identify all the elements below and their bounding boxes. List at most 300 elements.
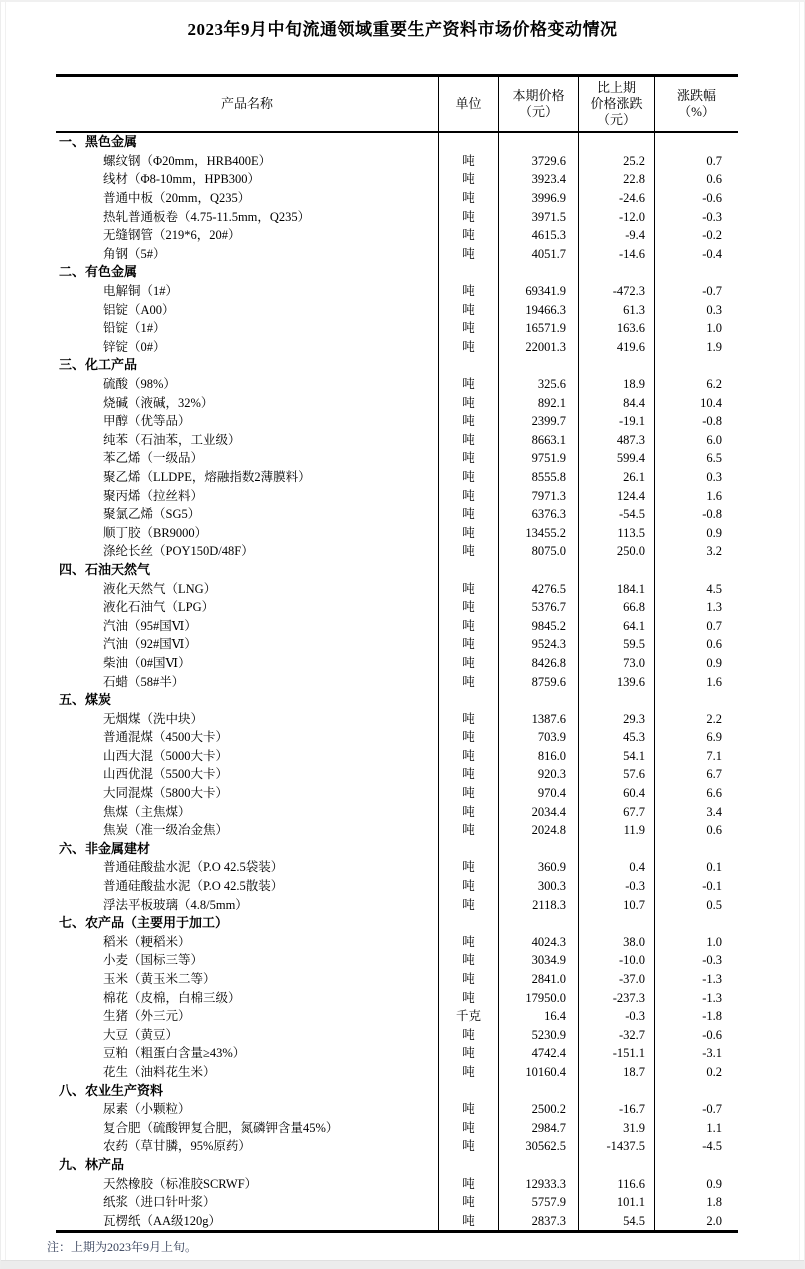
product-name-cell: 铝锭（A00） <box>103 302 175 317</box>
product-name-cell: 花生（油料花生米） <box>103 1064 216 1079</box>
unit-cell <box>438 1081 498 1100</box>
change-percent-cell: 7.1 <box>654 747 738 766</box>
change-percent-cell <box>654 561 738 580</box>
table-row <box>56 207 738 226</box>
change-percent-cell: 0.7 <box>654 616 738 635</box>
unit-cell: 吨 <box>438 1100 498 1119</box>
price-change-cell: -32.7 <box>578 1026 654 1045</box>
header-unit <box>438 77 498 131</box>
header-pct-line2: （%） <box>678 104 715 119</box>
current-price-cell <box>498 133 578 152</box>
change-percent-cell: 1.0 <box>654 933 738 952</box>
unit-cell: 吨 <box>438 523 498 542</box>
table-row <box>56 747 738 766</box>
current-price-cell: 4051.7 <box>498 245 578 264</box>
page-right-edge <box>799 2 800 1261</box>
unit-cell: 吨 <box>438 207 498 226</box>
unit-cell: 吨 <box>438 1137 498 1156</box>
current-price-cell: 8555.8 <box>498 468 578 487</box>
unit-cell <box>438 840 498 859</box>
current-price-cell: 3996.9 <box>498 189 578 208</box>
header-unit-label: 单位 <box>455 96 482 111</box>
unit-cell: 吨 <box>438 300 498 319</box>
table-row <box>56 672 738 691</box>
change-percent-cell: 1.1 <box>654 1118 738 1137</box>
header-price-change <box>578 77 654 131</box>
unit-cell: 吨 <box>438 226 498 245</box>
header-change-line1: 比上期 <box>596 80 636 95</box>
current-price-cell: 2984.7 <box>498 1118 578 1137</box>
product-name-cell: 纸浆（进口针叶浆） <box>103 1195 216 1210</box>
unit-cell: 吨 <box>438 877 498 896</box>
table-row <box>56 765 738 784</box>
price-change-cell: -0.3 <box>578 877 654 896</box>
change-percent-cell: 1.6 <box>654 672 738 691</box>
price-change-cell: -237.3 <box>578 988 654 1007</box>
price-change-cell: -16.7 <box>578 1100 654 1119</box>
table-row <box>56 579 738 598</box>
table-row <box>56 1193 738 1212</box>
product-name-cell: 二、有色金属 <box>59 264 138 280</box>
product-name-cell: 七、农产品（主要用于加工） <box>59 915 229 931</box>
unit-cell: 千克 <box>438 1007 498 1026</box>
unit-cell: 吨 <box>438 970 498 989</box>
price-change-cell: -14.6 <box>578 245 654 264</box>
product-name-cell: 焦煤（主焦煤） <box>103 804 191 819</box>
change-percent-cell: 1.8 <box>654 1193 738 1212</box>
table-row <box>56 728 738 747</box>
current-price-cell: 16571.9 <box>498 319 578 338</box>
product-name-cell: 锌锭（0#） <box>103 339 166 354</box>
price-change-cell: 599.4 <box>578 449 654 468</box>
current-price-cell: 2837.3 <box>498 1211 578 1230</box>
unit-cell: 吨 <box>438 747 498 766</box>
current-price-cell: 2034.4 <box>498 802 578 821</box>
price-change-cell: 184.1 <box>578 579 654 598</box>
change-percent-cell: -0.8 <box>654 505 738 524</box>
price-change-cell: 124.4 <box>578 486 654 505</box>
product-name-cell: 聚氯乙烯（SG5） <box>103 507 201 522</box>
current-price-cell: 4742.4 <box>498 1044 578 1063</box>
price-change-cell: 0.4 <box>578 858 654 877</box>
unit-cell: 吨 <box>438 802 498 821</box>
product-name-cell: 八、农业生产资料 <box>59 1082 164 1098</box>
change-percent-cell: -0.8 <box>654 412 738 431</box>
current-price-cell: 4276.5 <box>498 579 578 598</box>
unit-cell <box>438 914 498 933</box>
table-row <box>56 1044 738 1063</box>
price-change-cell: 54.5 <box>578 1211 654 1230</box>
current-price-cell: 9845.2 <box>498 616 578 635</box>
price-change-cell: -151.1 <box>578 1044 654 1063</box>
price-change-cell: -0.3 <box>578 1007 654 1026</box>
product-name-cell: 苯乙烯（一级品） <box>103 451 204 466</box>
price-change-cell: 116.6 <box>578 1174 654 1193</box>
price-change-cell: 26.1 <box>578 468 654 487</box>
price-change-cell <box>578 133 654 152</box>
unit-cell: 吨 <box>438 654 498 673</box>
table-row <box>56 802 738 821</box>
current-price-cell: 1387.6 <box>498 709 578 728</box>
footnote: 注：上期为2023年9月上旬。 <box>47 1240 198 1254</box>
current-price-cell: 9751.9 <box>498 449 578 468</box>
product-name-cell: 甲醇（优等品） <box>103 414 191 429</box>
table-row <box>56 988 738 1007</box>
price-change-cell: -24.6 <box>578 189 654 208</box>
current-price-cell: 3971.5 <box>498 207 578 226</box>
price-change-cell: 73.0 <box>578 654 654 673</box>
product-name-cell: 棉花（皮棉，白棉三级） <box>103 990 241 1005</box>
unit-cell: 吨 <box>438 933 498 952</box>
table-body <box>56 133 738 1230</box>
current-price-cell: 2118.3 <box>498 895 578 914</box>
section-header-row <box>56 1156 738 1175</box>
table-row <box>56 412 738 431</box>
unit-cell: 吨 <box>438 951 498 970</box>
table-row <box>56 152 738 171</box>
unit-cell <box>438 356 498 375</box>
unit-cell: 吨 <box>438 1118 498 1137</box>
current-price-cell <box>498 840 578 859</box>
price-change-cell <box>578 561 654 580</box>
product-name-cell: 玉米（黄玉米二等） <box>103 972 216 987</box>
table-row <box>56 245 738 264</box>
price-change-cell: 31.9 <box>578 1118 654 1137</box>
change-percent-cell: 0.6 <box>654 170 738 189</box>
price-change-cell: 67.7 <box>578 802 654 821</box>
change-percent-cell: -0.6 <box>654 1026 738 1045</box>
product-name-cell: 大同混煤（5800大卡） <box>103 786 229 801</box>
unit-cell: 吨 <box>438 598 498 617</box>
price-change-cell: -1437.5 <box>578 1137 654 1156</box>
current-price-cell: 360.9 <box>498 858 578 877</box>
unit-cell: 吨 <box>438 1063 498 1082</box>
table-row <box>56 282 738 301</box>
table-row <box>56 505 738 524</box>
page-left-edge <box>5 2 6 1261</box>
product-name-cell: 无烟煤（洗中块） <box>103 711 204 726</box>
current-price-cell: 12933.3 <box>498 1174 578 1193</box>
price-change-cell <box>578 1156 654 1175</box>
current-price-cell: 4024.3 <box>498 933 578 952</box>
change-percent-cell: 2.0 <box>654 1211 738 1230</box>
change-percent-cell: -0.1 <box>654 877 738 896</box>
change-percent-cell: 4.5 <box>654 579 738 598</box>
unit-cell: 吨 <box>438 1211 498 1230</box>
change-percent-cell: 1.3 <box>654 598 738 617</box>
table-row <box>56 1118 738 1137</box>
table-row <box>56 375 738 394</box>
product-name-cell: 石蜡（58#半） <box>103 674 185 689</box>
table-row <box>56 598 738 617</box>
table-row <box>56 170 738 189</box>
unit-cell <box>438 263 498 282</box>
current-price-cell: 816.0 <box>498 747 578 766</box>
price-change-cell: 64.1 <box>578 616 654 635</box>
price-change-cell: 54.1 <box>578 747 654 766</box>
change-percent-cell: 1.0 <box>654 319 738 338</box>
unit-cell: 吨 <box>438 1193 498 1212</box>
product-name-cell: 稻米（粳稻米） <box>103 934 191 949</box>
price-change-cell: -19.1 <box>578 412 654 431</box>
table-row <box>56 189 738 208</box>
product-name-cell: 普通中板（20mm，Q235） <box>103 191 251 206</box>
section-header-row <box>56 1081 738 1100</box>
table-row <box>56 821 738 840</box>
change-percent-cell: -4.5 <box>654 1137 738 1156</box>
current-price-cell: 3923.4 <box>498 170 578 189</box>
unit-cell: 吨 <box>438 468 498 487</box>
unit-cell: 吨 <box>438 635 498 654</box>
product-name-cell: 角钢（5#） <box>103 246 166 261</box>
change-percent-cell: -0.2 <box>654 226 738 245</box>
current-price-cell: 892.1 <box>498 393 578 412</box>
change-percent-cell: -0.3 <box>654 207 738 226</box>
header-change-percent <box>654 77 738 131</box>
product-name-cell: 普通混煤（4500大卡） <box>103 730 229 745</box>
current-price-cell: 5376.7 <box>498 598 578 617</box>
unit-cell: 吨 <box>438 170 498 189</box>
product-name-cell: 山西优混（5500大卡） <box>103 767 229 782</box>
unit-cell: 吨 <box>438 393 498 412</box>
table-row <box>56 338 738 357</box>
page-bottom-edge <box>1 1260 804 1269</box>
current-price-cell: 10160.4 <box>498 1063 578 1082</box>
change-percent-cell: -3.1 <box>654 1044 738 1063</box>
table-row <box>56 523 738 542</box>
unit-cell: 吨 <box>438 449 498 468</box>
price-change-cell: 57.6 <box>578 765 654 784</box>
table-row <box>56 635 738 654</box>
unit-cell <box>438 561 498 580</box>
section-header-row <box>56 691 738 710</box>
change-percent-cell: 1.6 <box>654 486 738 505</box>
price-table <box>56 74 738 1233</box>
unit-cell: 吨 <box>438 765 498 784</box>
product-name-cell: 九、林产品 <box>59 1156 125 1172</box>
current-price-cell: 30562.5 <box>498 1137 578 1156</box>
price-change-cell: -472.3 <box>578 282 654 301</box>
price-change-cell: 84.4 <box>578 393 654 412</box>
change-percent-cell: -0.6 <box>654 189 738 208</box>
price-change-cell <box>578 1081 654 1100</box>
change-percent-cell: 0.3 <box>654 300 738 319</box>
product-name-cell: 无缝钢管（219*6，20#） <box>103 228 241 243</box>
header-change-line2: 价格涨跌 <box>590 96 643 111</box>
section-header-row <box>56 914 738 933</box>
price-change-cell: 29.3 <box>578 709 654 728</box>
table-row <box>56 616 738 635</box>
table-row <box>56 951 738 970</box>
header-price-line1: 本期价格 <box>512 88 565 103</box>
price-change-cell: 163.6 <box>578 319 654 338</box>
product-name-cell: 纯苯（石油苯，工业级） <box>103 432 241 447</box>
table-row <box>56 542 738 561</box>
current-price-cell <box>498 1156 578 1175</box>
change-percent-cell: 0.6 <box>654 821 738 840</box>
product-name-cell: 大豆（黄豆） <box>103 1027 179 1042</box>
table-row <box>56 877 738 896</box>
price-change-cell: -54.5 <box>578 505 654 524</box>
price-change-cell: 60.4 <box>578 784 654 803</box>
unit-cell: 吨 <box>438 1044 498 1063</box>
unit-cell <box>438 1156 498 1175</box>
current-price-cell <box>498 1081 578 1100</box>
unit-cell: 吨 <box>438 412 498 431</box>
table-row <box>56 858 738 877</box>
product-name-cell: 涤纶长丝（POY150D/48F） <box>103 544 254 559</box>
current-price-cell: 920.3 <box>498 765 578 784</box>
unit-cell: 吨 <box>438 505 498 524</box>
product-name-cell: 天然橡胶（标准胶SCRWF） <box>103 1176 258 1191</box>
price-change-cell: 18.7 <box>578 1063 654 1082</box>
change-percent-cell: -0.7 <box>654 282 738 301</box>
product-name-cell: 小麦（国标三等） <box>103 953 204 968</box>
price-change-cell <box>578 263 654 282</box>
product-name-cell: 尿素（小颗粒） <box>103 1102 191 1117</box>
product-name-cell: 浮法平板玻璃（4.8/5mm） <box>103 897 248 912</box>
change-percent-cell: 0.9 <box>654 1174 738 1193</box>
product-name-cell: 复合肥（硫酸钾复合肥，氮磷钾含量45%） <box>103 1120 339 1135</box>
current-price-cell: 2841.0 <box>498 970 578 989</box>
table-row <box>56 449 738 468</box>
product-name-cell: 一、黑色金属 <box>59 134 138 150</box>
current-price-cell: 69341.9 <box>498 282 578 301</box>
product-name-cell: 瓦楞纸（AA级120g） <box>103 1213 222 1228</box>
price-change-cell: -9.4 <box>578 226 654 245</box>
change-percent-cell: 6.2 <box>654 375 738 394</box>
current-price-cell: 703.9 <box>498 728 578 747</box>
product-name-cell: 汽油（92#国Ⅵ） <box>103 637 197 652</box>
header-pct-line1: 涨跌幅 <box>676 88 716 103</box>
current-price-cell <box>498 263 578 282</box>
change-percent-cell <box>654 914 738 933</box>
unit-cell: 吨 <box>438 152 498 171</box>
current-price-cell: 8663.1 <box>498 431 578 450</box>
change-percent-cell: -0.7 <box>654 1100 738 1119</box>
change-percent-cell <box>654 356 738 375</box>
price-change-cell: 10.7 <box>578 895 654 914</box>
change-percent-cell: 0.1 <box>654 858 738 877</box>
table-row <box>56 486 738 505</box>
price-change-cell <box>578 914 654 933</box>
price-change-cell: 250.0 <box>578 542 654 561</box>
current-price-cell: 325.6 <box>498 375 578 394</box>
change-percent-cell <box>654 1081 738 1100</box>
table-row <box>56 393 738 412</box>
current-price-cell: 2024.8 <box>498 821 578 840</box>
price-change-cell: 45.3 <box>578 728 654 747</box>
unit-cell: 吨 <box>438 1174 498 1193</box>
product-name-cell: 聚乙烯（LLDPE，熔融指数2薄膜料） <box>103 469 311 484</box>
change-percent-cell: -0.4 <box>654 245 738 264</box>
unit-cell: 吨 <box>438 672 498 691</box>
unit-cell: 吨 <box>438 431 498 450</box>
product-name-cell: 铅锭（1#） <box>103 321 166 336</box>
current-price-cell: 8426.8 <box>498 654 578 673</box>
table-row <box>56 654 738 673</box>
current-price-cell <box>498 914 578 933</box>
product-name-cell: 焦炭（准一级冶金焦） <box>103 823 229 838</box>
change-percent-cell: 0.2 <box>654 1063 738 1082</box>
current-price-cell: 13455.2 <box>498 523 578 542</box>
table-row <box>56 1211 738 1230</box>
product-name-cell: 烧碱（液碱，32%） <box>103 395 214 410</box>
table-row <box>56 933 738 952</box>
change-percent-cell: 3.2 <box>654 542 738 561</box>
change-percent-cell <box>654 691 738 710</box>
header-product-name <box>56 77 438 131</box>
price-change-cell <box>578 840 654 859</box>
product-name-cell: 生猪（外三元） <box>103 1009 191 1024</box>
price-change-cell: -12.0 <box>578 207 654 226</box>
table-row <box>56 226 738 245</box>
product-name-cell: 顺丁胶（BR9000） <box>103 525 208 540</box>
unit-cell <box>438 133 498 152</box>
change-percent-cell: 6.5 <box>654 449 738 468</box>
unit-cell: 吨 <box>438 988 498 1007</box>
product-name-cell: 线材（Φ8-10mm，HPB300） <box>103 172 261 187</box>
current-price-cell: 2399.7 <box>498 412 578 431</box>
change-percent-cell <box>654 133 738 152</box>
change-percent-cell: 1.9 <box>654 338 738 357</box>
table-row <box>56 784 738 803</box>
table-row <box>56 1137 738 1156</box>
section-header-row <box>56 356 738 375</box>
table-header-row <box>56 77 738 133</box>
current-price-cell: 3034.9 <box>498 951 578 970</box>
product-name-cell: 液化天然气（LNG） <box>103 581 217 596</box>
product-name-cell: 山西大混（5000大卡） <box>103 748 229 763</box>
price-change-cell: 113.5 <box>578 523 654 542</box>
table-row <box>56 468 738 487</box>
unit-cell: 吨 <box>438 1026 498 1045</box>
current-price-cell: 970.4 <box>498 784 578 803</box>
change-percent-cell: 0.7 <box>654 152 738 171</box>
current-price-cell: 5757.9 <box>498 1193 578 1212</box>
product-name-cell: 五、煤炭 <box>59 692 112 708</box>
price-change-cell: 38.0 <box>578 933 654 952</box>
change-percent-cell: 6.6 <box>654 784 738 803</box>
product-name-cell: 硫酸（98%） <box>103 377 176 392</box>
product-name-cell: 普通硅酸盐水泥（P.O 42.5散装） <box>103 879 284 894</box>
change-percent-cell: 6.0 <box>654 431 738 450</box>
change-percent-cell: 10.4 <box>654 393 738 412</box>
change-percent-cell: -1.3 <box>654 988 738 1007</box>
product-name-cell: 农药（草甘膦，95%原药） <box>103 1139 251 1154</box>
header-change-line3: （元） <box>596 112 636 127</box>
change-percent-cell: 6.7 <box>654 765 738 784</box>
unit-cell: 吨 <box>438 821 498 840</box>
unit-cell: 吨 <box>438 616 498 635</box>
unit-cell: 吨 <box>438 709 498 728</box>
change-percent-cell: 0.9 <box>654 654 738 673</box>
current-price-cell: 5230.9 <box>498 1026 578 1045</box>
price-change-cell <box>578 356 654 375</box>
table-row <box>56 431 738 450</box>
current-price-cell: 8075.0 <box>498 542 578 561</box>
table-row <box>56 1026 738 1045</box>
current-price-cell: 3729.6 <box>498 152 578 171</box>
current-price-cell: 7971.3 <box>498 486 578 505</box>
unit-cell: 吨 <box>438 728 498 747</box>
product-name-cell: 汽油（95#国Ⅵ） <box>103 618 197 633</box>
price-change-cell: 419.6 <box>578 338 654 357</box>
current-price-cell: 2500.2 <box>498 1100 578 1119</box>
price-change-cell <box>578 691 654 710</box>
unit-cell: 吨 <box>438 486 498 505</box>
current-price-cell: 16.4 <box>498 1007 578 1026</box>
